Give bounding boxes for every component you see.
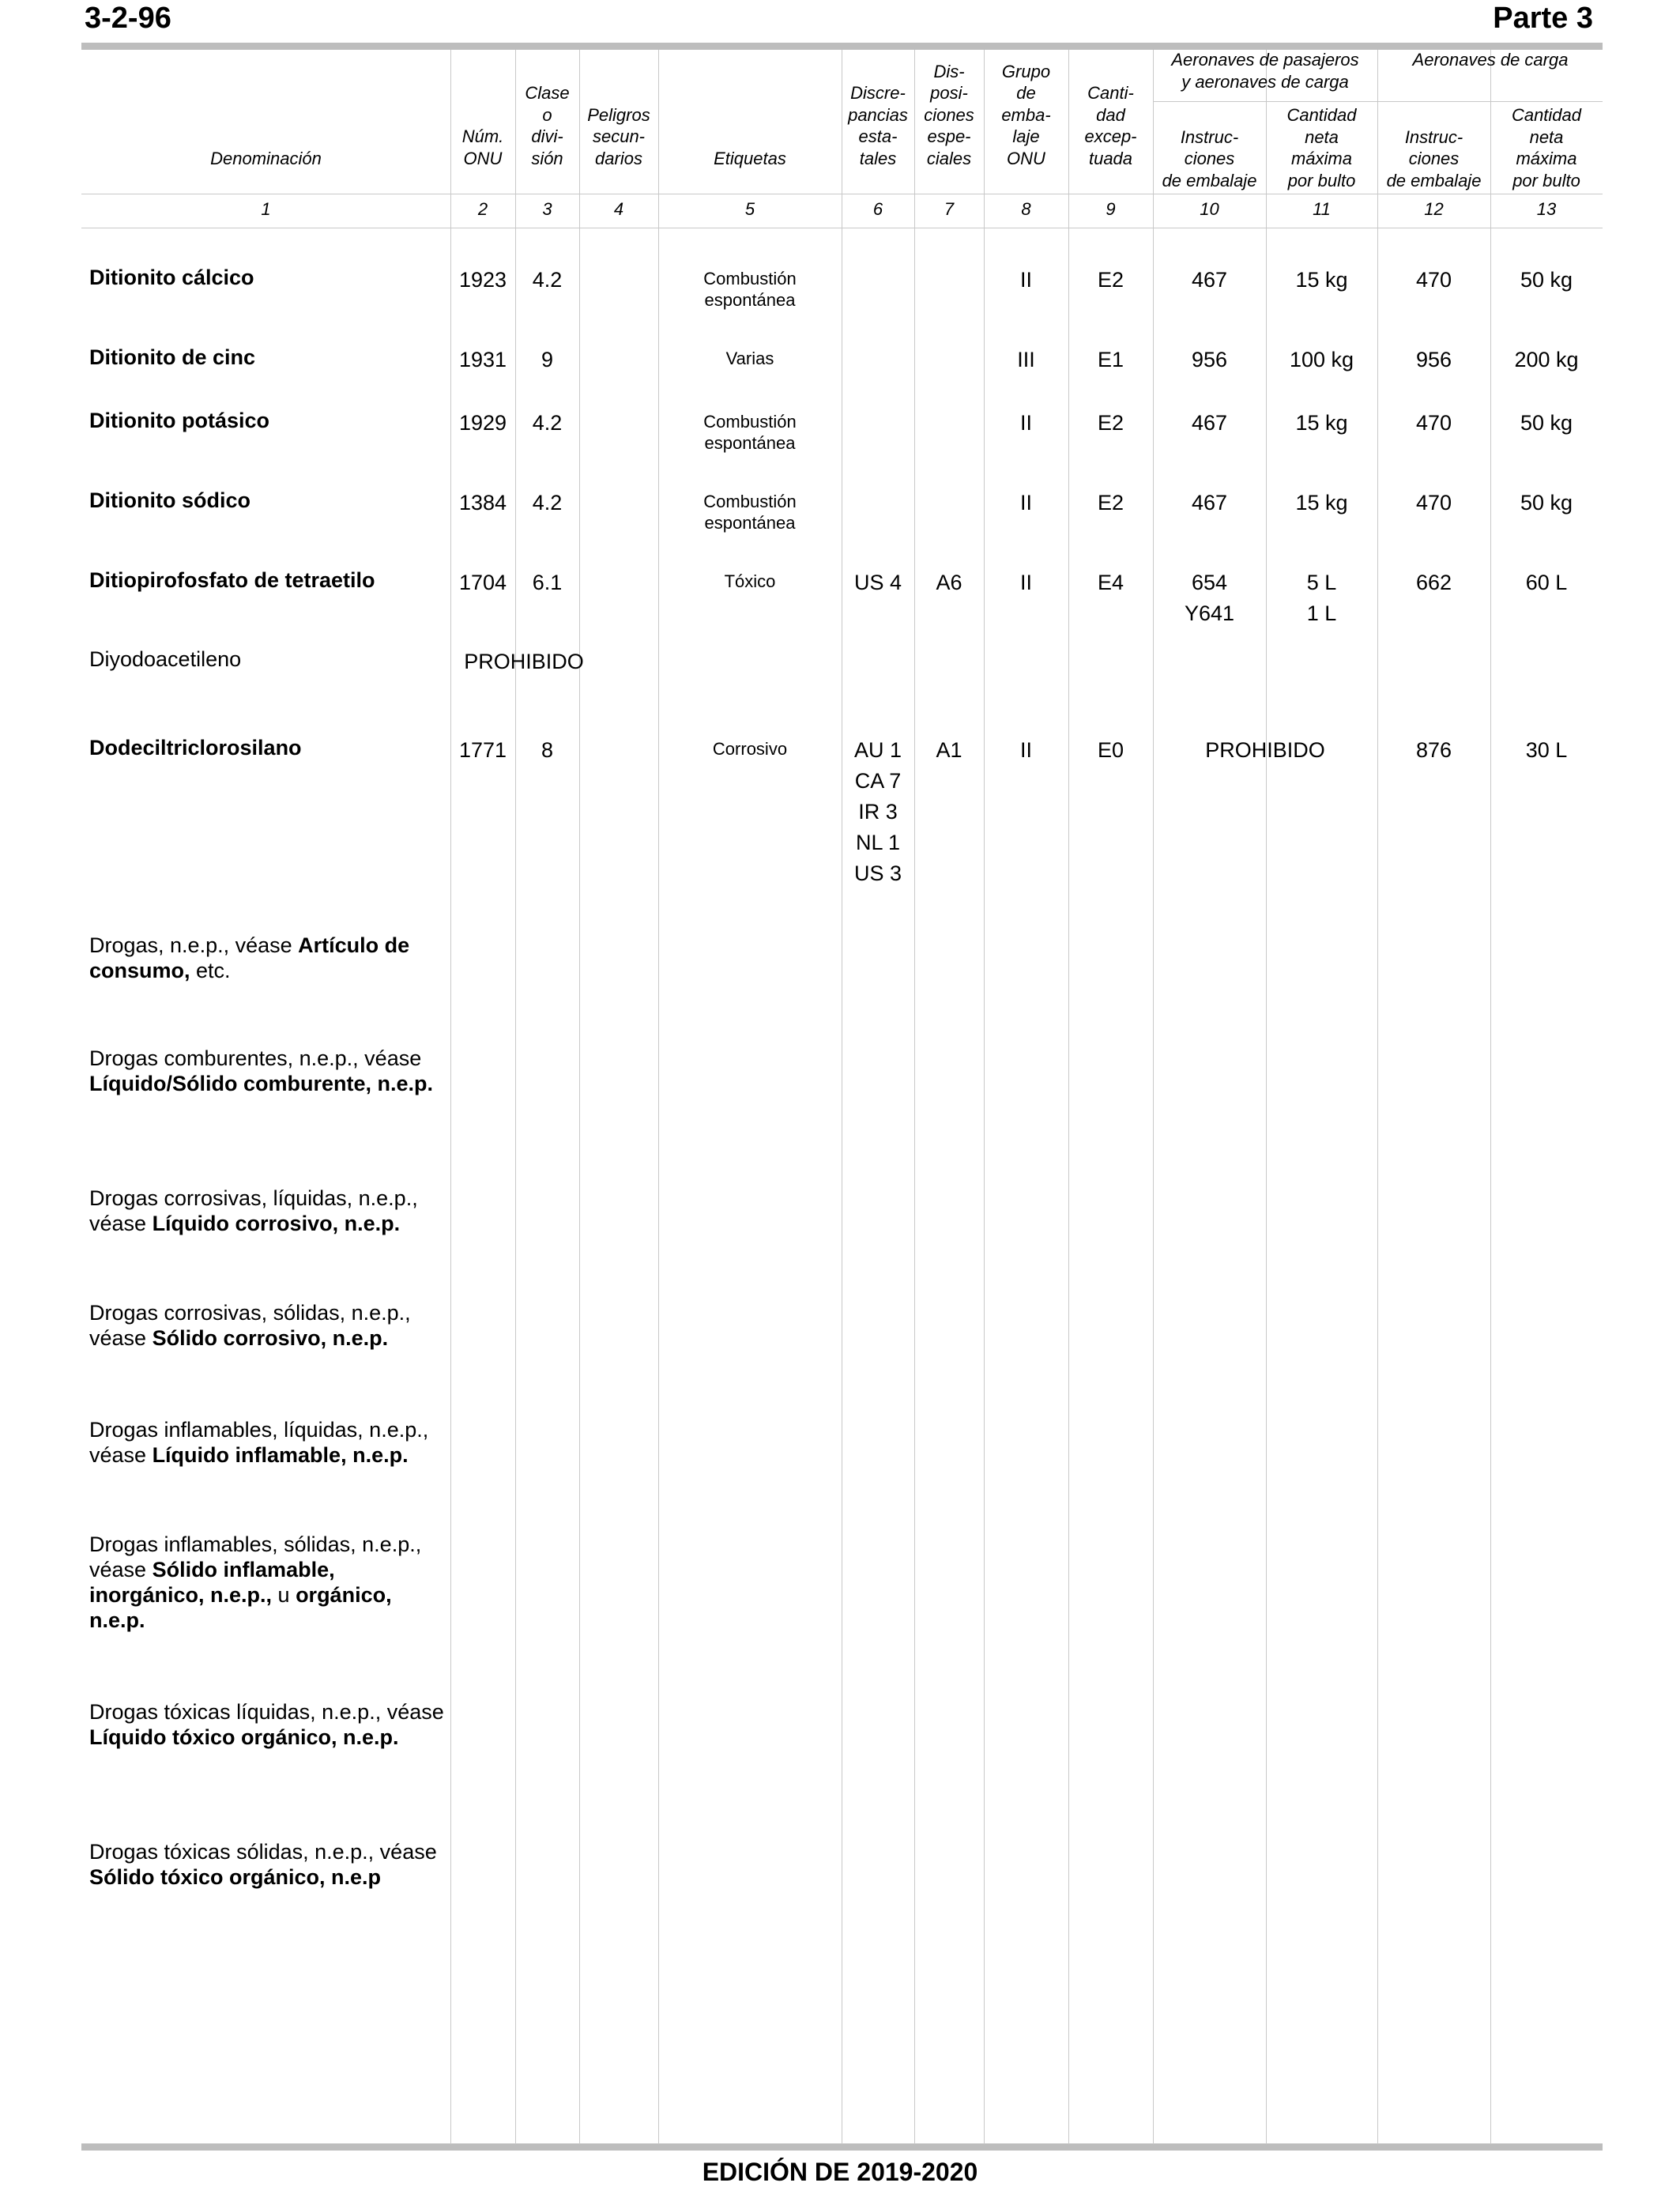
- header-c13: Cantidad neta máxima por bulto: [1511, 105, 1582, 190]
- passenger-forbidden: PROHIBIDO: [1205, 738, 1325, 762]
- cross-reference-entry: Drogas inflamables, sólidas, n.e.p., véase Sólido inflamable, inorgánico, n.e.p., u orgánico, n.e.p.: [89, 1532, 422, 1632]
- special-provisions: A6: [936, 571, 962, 594]
- class-division: 8: [541, 738, 554, 762]
- cross-reference-entry: Drogas inflamables, líquidas, n.e.p., véase Líquido inflamable, n.e.p.: [89, 1418, 429, 1467]
- excepted-quantity: E4: [1097, 571, 1124, 594]
- excepted-quantity: E0: [1097, 738, 1124, 762]
- passenger-max-quantity: 15 kg: [1295, 411, 1348, 435]
- cargo-packing-instruction: 470: [1415, 268, 1452, 292]
- packing-group: II: [1019, 738, 1032, 762]
- substance-name: Dodeciltriclorosilano: [89, 736, 302, 760]
- passenger-max-quantity: 15 kg: [1295, 491, 1348, 515]
- header-c7: Dis- posi- ciones espe- ciales: [924, 61, 974, 168]
- column-number: 5: [744, 199, 755, 219]
- cross-reference-entry: Drogas comburentes, n.e.p., véase Líquido/Sólido comburente, n.e.p.: [89, 1046, 433, 1095]
- un-number: 1931: [458, 348, 507, 371]
- cargo-max-quantity: 50 kg: [1520, 491, 1573, 515]
- packing-group: II: [1019, 491, 1032, 515]
- passenger-packing-instruction: 467: [1191, 491, 1228, 515]
- passenger-packing-instruction: 467: [1191, 268, 1228, 292]
- column-number: 3: [542, 199, 552, 219]
- column-number: 8: [1021, 199, 1031, 219]
- cargo-packing-instruction: 470: [1415, 411, 1452, 435]
- passenger-max-quantity: 5 L 1 L: [1306, 571, 1337, 625]
- excepted-quantity: E1: [1097, 348, 1124, 371]
- hazard-label: Tóxico: [724, 571, 776, 591]
- cross-reference-entry: Drogas tóxicas líquidas, n.e.p., véase Líquido tóxico orgánico, n.e.p.: [89, 1700, 444, 1749]
- header-c3: Clase o divi- sión: [525, 83, 570, 168]
- substance-name: Ditionito sódico: [89, 488, 250, 512]
- header-c1: Denominación: [210, 148, 322, 168]
- column-number: 13: [1536, 199, 1557, 219]
- hazard-label: Combustión espontánea: [703, 492, 797, 533]
- un-number: 1771: [458, 738, 507, 762]
- column-number: 11: [1313, 199, 1331, 219]
- column-number: 2: [477, 199, 488, 219]
- cargo-packing-instruction: 876: [1415, 738, 1452, 762]
- hazard-label: Varias: [725, 349, 774, 368]
- cross-reference-entry: Drogas, n.e.p., véase Artículo de consumo, etc.: [89, 933, 410, 982]
- cross-reference-entry: Drogas corrosivas, sólidas, n.e.p., véase Sólido corrosivo, n.e.p.: [89, 1301, 411, 1350]
- hazard-label: Combustión espontánea: [703, 412, 797, 453]
- part-title: Parte 3: [1493, 2, 1593, 35]
- passenger-max-quantity: 15 kg: [1295, 268, 1348, 292]
- class-division: 4.2: [532, 268, 563, 292]
- cargo-packing-instruction: 956: [1415, 348, 1452, 371]
- substance-name: Diyodoacetileno: [89, 647, 242, 671]
- column-number: 9: [1106, 199, 1116, 219]
- substance-name: Ditionito cálcico: [89, 266, 254, 289]
- cargo-packing-instruction: 662: [1415, 571, 1452, 594]
- edition-footer: EDICIÓN DE 2019-2020: [702, 2158, 978, 2186]
- packing-group: II: [1019, 571, 1032, 594]
- header-group-cargo: Aeronaves de carga: [1412, 50, 1569, 70]
- packing-group: II: [1019, 411, 1032, 435]
- state-variations: US 4: [853, 571, 902, 594]
- passenger-packing-instruction: 956: [1191, 348, 1228, 371]
- cargo-max-quantity: 30 L: [1525, 738, 1568, 762]
- class-division: 4.2: [532, 491, 563, 515]
- class-division: 4.2: [532, 411, 563, 435]
- hazard-label: Corrosivo: [712, 739, 788, 759]
- header-c10: Instruc- ciones de embalaje: [1162, 126, 1257, 190]
- excepted-quantity: E2: [1097, 411, 1124, 435]
- substance-name: Ditionito potásico: [89, 409, 269, 432]
- class-division: 6.1: [532, 571, 563, 594]
- cross-reference-entry: Drogas tóxicas sólidas, n.e.p., véase Sólido tóxico orgánico, n.e.p: [89, 1840, 437, 1889]
- header-c9: Canti- dad excep- tuada: [1084, 83, 1137, 168]
- column-number: 7: [944, 199, 955, 219]
- header-c5: Etiquetas: [714, 148, 786, 168]
- passenger-max-quantity: 100 kg: [1289, 348, 1354, 371]
- header-c2: Núm. ONU: [461, 126, 504, 168]
- cargo-max-quantity: 60 L: [1525, 571, 1568, 594]
- header-group-passenger: Aeronaves de pasajeros y aeronaves de carga: [1171, 50, 1359, 92]
- hazard-label: Combustión espontánea: [703, 269, 797, 310]
- special-provisions: A1: [936, 738, 962, 762]
- passenger-packing-instruction: 467: [1191, 411, 1228, 435]
- packing-group: III: [1017, 348, 1035, 371]
- header-c4: Peligros secun- darios: [587, 104, 650, 168]
- excepted-quantity: E2: [1097, 491, 1124, 515]
- substance-name: Ditionito de cinc: [89, 345, 256, 369]
- column-number: 6: [872, 199, 883, 219]
- cargo-max-quantity: 50 kg: [1520, 268, 1573, 292]
- header-c11: Cantidad neta máxima por bulto: [1286, 105, 1357, 190]
- column-number: 4: [613, 199, 624, 219]
- passenger-packing-instruction: 654 Y641: [1184, 571, 1235, 625]
- un-number: 1923: [458, 268, 507, 292]
- bottom-rule: [81, 2143, 1603, 2151]
- cross-reference-entry: Drogas corrosivas, líquidas, n.e.p., véase Líquido corrosivo, n.e.p.: [89, 1186, 418, 1235]
- cargo-max-quantity: 50 kg: [1520, 411, 1573, 435]
- cargo-packing-instruction: 470: [1415, 491, 1452, 515]
- substance-name: Ditiopirofosfato de tetraetilo: [89, 568, 375, 592]
- state-variations: AU 1 CA 7 IR 3 NL 1 US 3: [853, 738, 902, 885]
- forbidden-text: PROHIBIDO: [464, 650, 584, 673]
- header-c8: Grupo de emba- laje ONU: [1001, 61, 1051, 168]
- header-c12: Instruc- ciones de embalaje: [1386, 126, 1482, 190]
- column-number: 12: [1424, 199, 1444, 219]
- column-number: 1: [261, 199, 271, 219]
- excepted-quantity: E2: [1097, 268, 1124, 292]
- page-number: 3-2-96: [85, 2, 171, 35]
- packing-group: II: [1019, 268, 1032, 292]
- un-number: 1384: [458, 491, 507, 515]
- un-number: 1929: [458, 411, 507, 435]
- un-number: 1704: [458, 571, 507, 594]
- class-division: 9: [541, 348, 554, 371]
- header-c6: Discre- pancias esta- tales: [848, 83, 908, 168]
- column-number: 10: [1200, 199, 1219, 219]
- cargo-max-quantity: 200 kg: [1514, 348, 1579, 371]
